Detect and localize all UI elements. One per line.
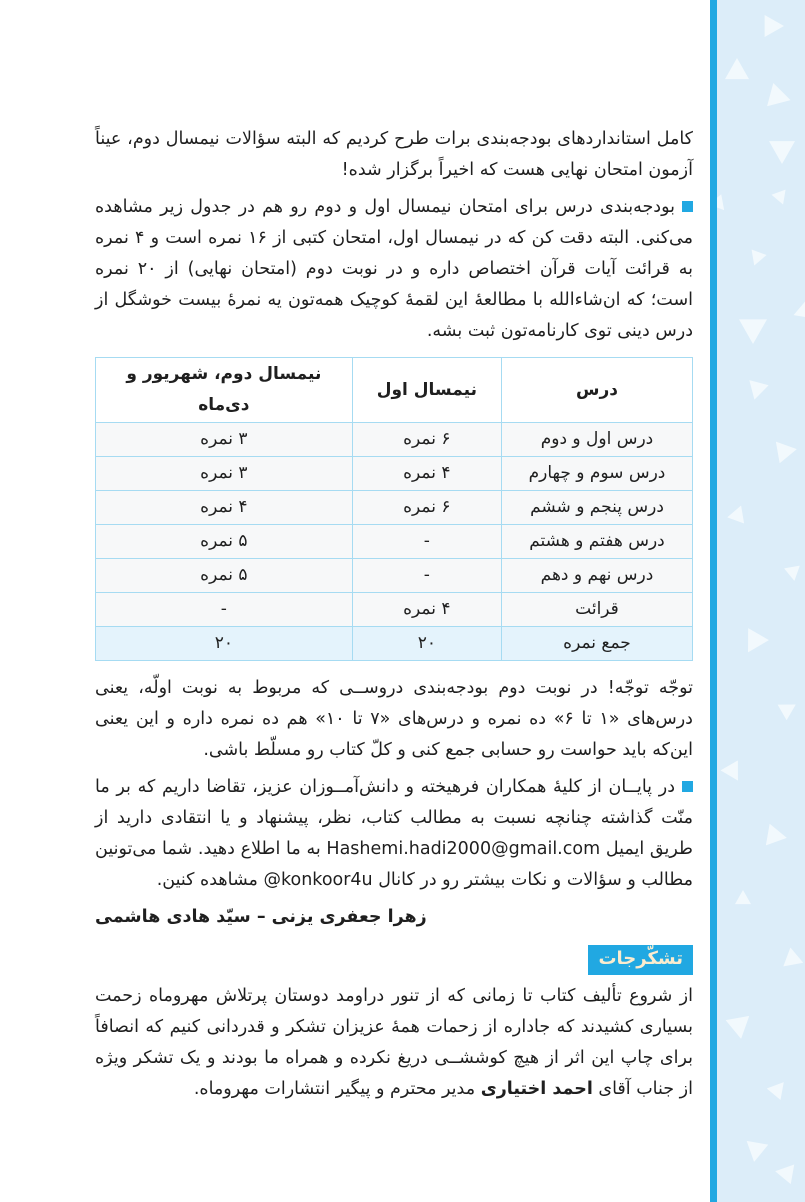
intro-paragraph-1-text: کامل استانداردهای بودجه‌بندی برات طرح کردیم که البته سؤالات نیمسال دوم، عیناً آزمون امتحان نهایی هست که اخیراً برگزار شده! — [95, 129, 693, 180]
triangle-icon — [726, 502, 749, 525]
note-paragraph-text: توجّه توجّه! در نوبت دوم بودجه‌بندی دروســی که مربوط به نوبت اولّه، یعنی درس‌های «۱ تا ۶» ده نمره و درس‌های «۷ تا ۱۰» هم ده نمره داره و این یعنی این‌که باید حواست رو حسابی جمع کنی و کلّ کتاب رو مسلّط باشی. — [95, 678, 693, 760]
table-header-cell: درس — [501, 358, 692, 423]
contact-email: Hashemi.hadi2000@gmail.com — [326, 839, 601, 859]
table-row — [96, 457, 693, 491]
closing-paragraph — [95, 772, 693, 896]
thanks-after-bold: مدیر محترم و پیگیر انتشارات مهروماه. — [193, 1079, 481, 1099]
page-content — [95, 0, 693, 1111]
triangle-icon — [717, 193, 730, 216]
publisher-manager-name: احمد اختیاری — [480, 1079, 593, 1099]
band-divider-line — [710, 0, 717, 1202]
channel-handle: @konkoor4u — [263, 870, 373, 890]
thanks-heading-chip: تشکّرجات — [588, 945, 693, 975]
authors-signature: زهرا جعفری یزنی – سیّد هادی هاشمی — [95, 907, 427, 927]
table-cell: درس هفتم و هشتم — [501, 525, 692, 559]
triangle-icon — [747, 248, 768, 269]
table-row — [96, 559, 693, 593]
table-header-cell: نیمسال اول — [352, 358, 501, 423]
table-cell: ۶ نمره — [352, 423, 501, 457]
table-total-row — [96, 627, 693, 661]
bullet-square-icon — [682, 781, 693, 792]
table-header-cell: نیمسال دوم، شهریور و دی‌ماه — [96, 358, 353, 423]
table-cell: - — [96, 593, 353, 627]
triangle-icon — [743, 1138, 768, 1163]
table-cell: ۵ نمره — [96, 525, 353, 559]
triangle-icon — [725, 1013, 753, 1041]
table-cell: درس اول و دوم — [501, 423, 692, 457]
table-cell: ۵ نمره — [96, 559, 353, 593]
triangle-icon — [771, 188, 790, 207]
table-cell: درس پنجم و ششم — [501, 491, 692, 525]
triangle-icon — [790, 300, 805, 323]
table-cell: - — [352, 559, 501, 593]
table-cell: درس سوم و چهارم — [501, 457, 692, 491]
triangle-icon — [765, 1076, 790, 1101]
triangle-icon — [784, 564, 803, 583]
table-cell: ۴ نمره — [96, 491, 353, 525]
triangle-icon — [719, 758, 746, 785]
table-cell: ۲۰ — [96, 627, 353, 661]
intro-paragraph-2 — [95, 192, 693, 347]
table-cell: ۴ نمره — [352, 593, 501, 627]
triangle-icon — [725, 58, 749, 82]
table-cell: درس نهم و دهم — [501, 559, 692, 593]
triangle-icon — [762, 15, 784, 37]
table-cell: ۶ نمره — [352, 491, 501, 525]
triangle-icon — [773, 438, 798, 463]
table-cell: ۴ نمره — [352, 457, 501, 491]
table-row — [96, 525, 693, 559]
table-row — [96, 593, 693, 627]
bullet-square-icon — [682, 201, 693, 212]
table-row — [96, 423, 693, 457]
triangle-icon — [735, 890, 751, 906]
budget-table — [95, 357, 693, 661]
thanks-before-bold: از شروع تألیف کتاب تا زمانی که از تنور دراومد دوستان پرتلاش مهروماه زحمت بسیاری کشیدند که جاداره از زحمات همهٔ عزیزان تشکر و قدردانی کنیم که انصافاً برای چاپ این اثر از هیچ کوششــی دریغ نکرده و همراه ما بودند و یک تشکر ویژه از جناب آقای — [95, 986, 693, 1099]
triangle-icon — [739, 316, 767, 344]
thanks-paragraph — [95, 981, 693, 1105]
triangle-icon — [745, 378, 769, 402]
intro-paragraph-1 — [95, 124, 693, 186]
triangle-icon — [773, 1161, 796, 1184]
triangle-icon — [777, 946, 805, 974]
thanks-heading-wrap — [95, 941, 693, 981]
table-cell: - — [352, 525, 501, 559]
closing-after-email: به ما اطلاع دهید. شما می‌تونین مطالب و سؤالات و نکات بیشتر رو در کانال — [95, 839, 693, 890]
closing-before-email: در پایــان از کلیهٔ همکاران فرهیخته و دانش‌آمــوزان عزیز، تقاضا داریم که بر ما منّت گذاشته چنانچه نسبت به مطالب کتاب، نظر، پیشنهاد و یا انتقادی دارید از طریق ایمیل — [95, 777, 693, 859]
table-cell: ۲۰ — [352, 627, 501, 661]
triangle-icon — [764, 82, 793, 111]
triangle-icon — [769, 138, 795, 164]
triangle-icon — [776, 697, 801, 722]
intro-paragraph-2-text: بودجه‌بندی درس برای امتحان نیمسال اول و دوم رو هم در جدول زیر مشاهده می‌کنی. البته دقت کن که در نیمسال اول، امتحان کتبی از ۱۶ نمره است و ۴ نمره به قرائت آیات قرآن اختصاص داره و در نوبت دوم (امتحان نهایی) از ۲۰ نمره است؛ که ان‌شاءالله با مطالعهٔ این لقمهٔ کوچیک همه‌تون یه نمرهٔ بیست خوشگل از درس دینی توی کارنامه‌تون ثبت بشه. — [95, 197, 693, 341]
table-cell: قرائت — [501, 593, 692, 627]
table-cell: ۳ نمره — [96, 423, 353, 457]
table-cell: جمع نمره — [501, 627, 692, 661]
triangle-icon — [738, 626, 771, 659]
table-cell: ۳ نمره — [96, 457, 353, 491]
triangle-icon — [763, 823, 788, 848]
table-header-row — [96, 358, 693, 423]
note-paragraph — [95, 673, 693, 766]
closing-after-channel: مشاهده کنین. — [156, 870, 264, 890]
decorative-side-band — [717, 0, 805, 1202]
table-row — [96, 491, 693, 525]
